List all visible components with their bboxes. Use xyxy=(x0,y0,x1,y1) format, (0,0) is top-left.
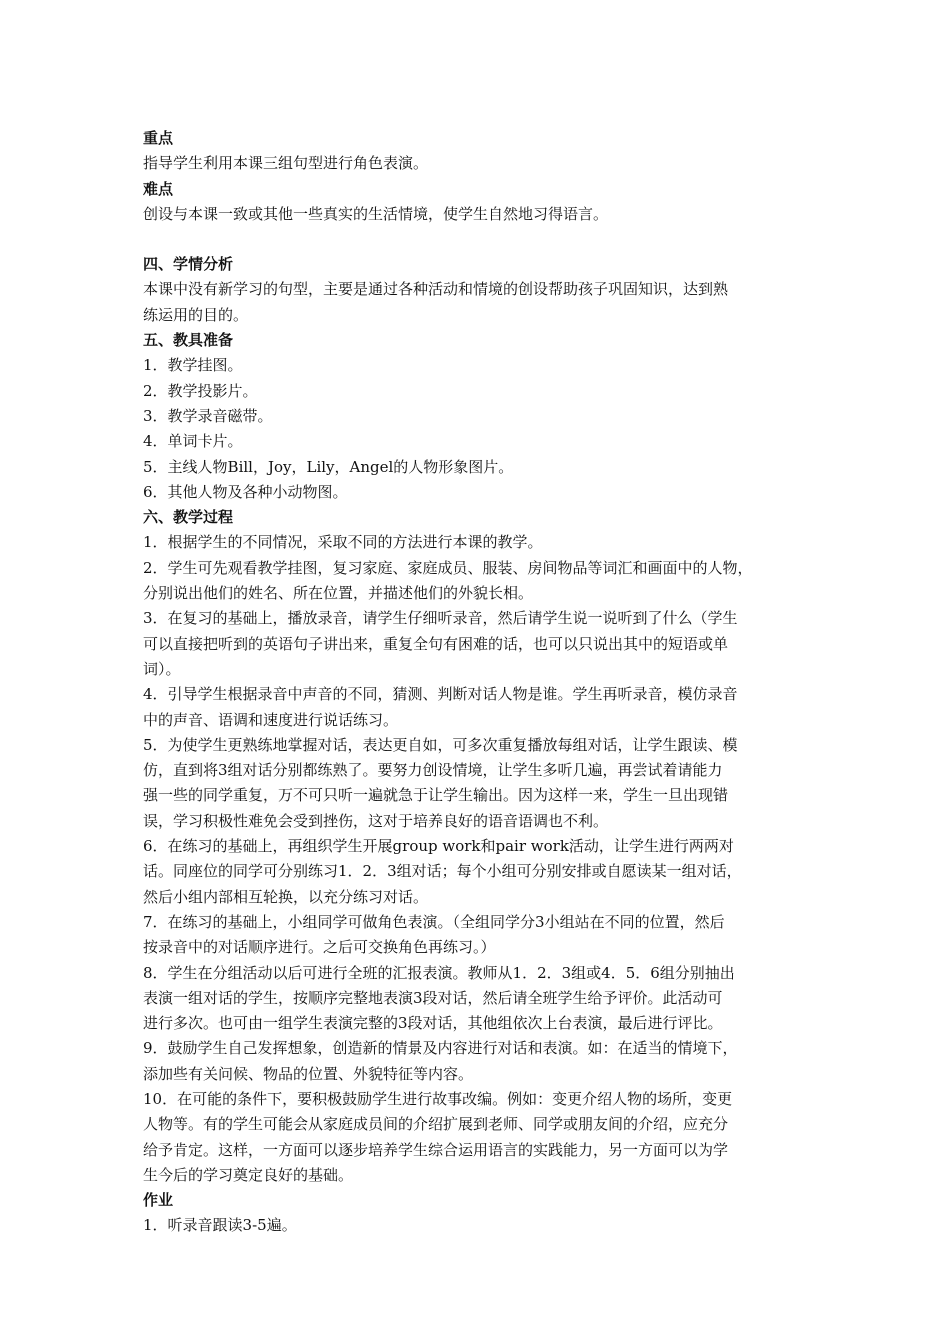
list-item: 5．主线人物Bill，Joy，Lily，Angel的人物形象图片。 xyxy=(143,457,514,476)
process-line: 8．学生在分组活动以后可进行全班的汇报表演。教师从1．2．3组或4．5．6组分别抽出 xyxy=(143,963,735,982)
analysis-line: 本课中没有新学习的句型，主要是通过各种活动和情境的创设帮助孩子巩固知识，达到熟 xyxy=(143,280,729,299)
process-line: 4．引导学生根据录音中声音的不同，猜测、判断对话人物是谁。学生再听录音，模仿录音 xyxy=(143,685,738,704)
process-line: 话。同座位的同学可分别练习1．2．3组对话；每个小组可分别安排或自愿读某一组对话， xyxy=(143,862,742,881)
process-line: 6．在练习的基础上，再组织学生开展group work和pair work活动，让学生进行两两对 xyxy=(143,837,734,856)
difficulties-heading: 难点 xyxy=(143,179,174,198)
list-item: 4．单词卡片。 xyxy=(143,432,243,451)
process-line: 误，学习积极性难免会受到挫伤，这对于培养良好的语音语调也不利。 xyxy=(143,811,609,830)
materials-list xyxy=(143,353,820,505)
process-line: 添加些有关问候、物品的位置、外貌特征等内容。 xyxy=(143,1064,474,1083)
list-item: 6．其他人物及各种小动物图。 xyxy=(143,482,348,501)
section-spacer xyxy=(143,227,820,252)
process-line: 2．学生可先观看教学挂图，复习家庭、家庭成员、服装、房间物品等词汇和画面中的人物， xyxy=(143,558,753,577)
process-line: 强一些的同学重复，万不可只听一遍就急于让学生输出。因为这样一来，学生一旦出现错 xyxy=(143,786,729,805)
list-item: 3．教学录音磁带。 xyxy=(143,406,273,425)
list-item: 1．教学挂图。 xyxy=(143,356,243,375)
process-line: 然后小组内部相互轮换，以充分练习对话。 xyxy=(143,887,429,906)
list-item: 2．教学投影片。 xyxy=(143,381,258,400)
analysis-line: 练运用的目的。 xyxy=(143,305,249,324)
process-heading: 六、教学过程 xyxy=(143,508,234,527)
list-item: 1．听录音跟读3-5遍。 xyxy=(143,1216,297,1235)
key-points-text: 指导学生利用本课三组句型进行角色表演。 xyxy=(143,154,429,173)
process-line: 仿，直到将3组对话分别都练熟了。要努力创设情境，让学生多听几遍，再尝试着请能力 xyxy=(143,761,723,780)
process-line: 7．在练习的基础上，小组同学可做角色表演。（全组同学分3小组站在不同的位置，然后 xyxy=(143,912,725,931)
analysis-paragraph xyxy=(143,277,820,328)
process-line: 分别说出他们的姓名、所在位置，并描述他们的外貌长相。 xyxy=(143,584,534,603)
process-paragraphs xyxy=(143,530,820,1188)
process-line: 1．根据学生的不同情况，采取不同的方法进行本课的教学。 xyxy=(143,533,543,552)
materials-heading: 五、教具准备 xyxy=(143,331,234,350)
process-line: 3．在复习的基础上，播放录音，请学生仔细听录音，然后请学生说一说听到了什么（学生 xyxy=(143,609,738,628)
difficulties-text: 创设与本课一致或其他一些真实的生活情境，使学生自然地习得语言。 xyxy=(143,204,609,223)
process-line: 生今后的学习奠定良好的基础。 xyxy=(143,1165,354,1184)
process-line: 给予肯定。这样，一方面可以逐步培养学生综合运用语言的实践能力，另一方面可以为学 xyxy=(143,1140,729,1159)
process-line: 9．鼓励学生自己发挥想象，创造新的情景及内容进行对话和表演。如：在适当的情境下， xyxy=(143,1039,738,1058)
process-line: 词）。 xyxy=(143,659,181,678)
key-points-heading: 重点 xyxy=(143,129,174,147)
homework-heading: 作业 xyxy=(143,1191,174,1210)
process-line: 中的声音、语调和速度进行说话练习。 xyxy=(143,710,399,729)
process-line: 可以直接把听到的英语句子讲出来，重复全句有困难的话，也可以只说出其中的短语或单 xyxy=(143,634,729,653)
process-line: 表演一组对话的学生，按顺序完整地表演3段对话，然后请全班学生给予评价。此活动可 xyxy=(143,988,723,1007)
process-line: 进行多次。也可由一组学生表演完整的3段对话，其他组依次上台表演，最后进行评比。 xyxy=(143,1014,723,1033)
process-line: 5．为使学生更熟练地掌握对话，表达更自如，可多次重复播放每组对话，让学生跟读、模 xyxy=(143,735,738,754)
homework-list xyxy=(143,1213,820,1238)
process-line: 10．在可能的条件下，要积极鼓励学生进行故事改编。例如：变更介绍人物的场所，变更 xyxy=(143,1089,733,1108)
process-line: 人物等。有的学生可能会从家庭成员间的介绍扩展到老师、同学或朋友间的介绍，应充分 xyxy=(143,1115,729,1134)
process-line: 按录音中的对话顺序进行。之后可交换角色再练习。） xyxy=(143,938,496,957)
analysis-heading: 四、学情分析 xyxy=(143,255,234,274)
